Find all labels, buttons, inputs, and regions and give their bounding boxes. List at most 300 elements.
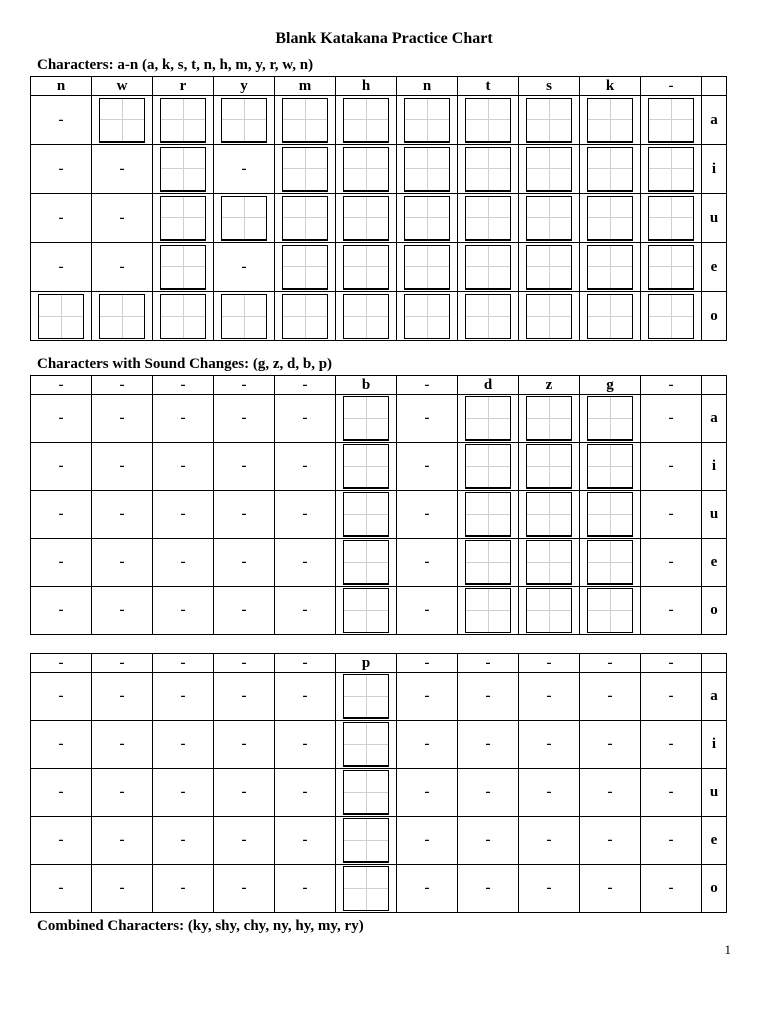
empty-cell: - bbox=[275, 539, 336, 587]
empty-cell: - bbox=[92, 194, 153, 243]
table-row bbox=[31, 145, 727, 194]
empty-cell: - bbox=[214, 817, 275, 865]
empty-cell: - bbox=[92, 491, 153, 539]
empty-cell: - bbox=[31, 673, 92, 721]
empty-cell: - bbox=[214, 865, 275, 913]
practice-box[interactable] bbox=[587, 444, 633, 489]
practice-box[interactable] bbox=[343, 866, 389, 911]
practice-box[interactable] bbox=[221, 196, 267, 241]
practice-box[interactable] bbox=[526, 98, 572, 143]
practice-box[interactable] bbox=[343, 674, 389, 719]
practice-cell bbox=[580, 194, 641, 243]
practice-cell bbox=[519, 443, 580, 491]
empty-cell: - bbox=[92, 587, 153, 635]
practice-cell bbox=[458, 539, 519, 587]
empty-cell: - bbox=[153, 673, 214, 721]
practice-cell bbox=[336, 243, 397, 292]
practice-cell bbox=[519, 145, 580, 194]
practice-cell bbox=[519, 491, 580, 539]
column-header: b bbox=[336, 376, 397, 395]
practice-box[interactable] bbox=[160, 294, 206, 339]
empty-cell: - bbox=[519, 769, 580, 817]
empty-cell: - bbox=[519, 721, 580, 769]
empty-cell: - bbox=[153, 865, 214, 913]
column-header: - bbox=[31, 654, 92, 673]
practice-cell bbox=[397, 194, 458, 243]
practice-cell bbox=[641, 194, 702, 243]
practice-box[interactable] bbox=[526, 396, 572, 441]
empty-cell: - bbox=[214, 395, 275, 443]
column-header: h bbox=[336, 77, 397, 96]
empty-cell: - bbox=[275, 587, 336, 635]
practice-box[interactable] bbox=[160, 98, 206, 143]
column-header: n bbox=[31, 77, 92, 96]
empty-cell: - bbox=[641, 721, 702, 769]
table-row bbox=[31, 865, 727, 913]
column-header: - bbox=[641, 654, 702, 673]
empty-cell: - bbox=[641, 673, 702, 721]
practice-cell bbox=[519, 243, 580, 292]
table-row bbox=[31, 292, 727, 341]
practice-cell bbox=[458, 292, 519, 341]
practice-cell bbox=[580, 395, 641, 443]
empty-cell: - bbox=[31, 865, 92, 913]
table-row bbox=[31, 587, 727, 635]
practice-box[interactable] bbox=[221, 294, 267, 339]
practice-cell bbox=[458, 395, 519, 443]
empty-cell: - bbox=[92, 145, 153, 194]
practice-box[interactable] bbox=[526, 245, 572, 290]
empty-cell: - bbox=[92, 817, 153, 865]
practice-box[interactable] bbox=[587, 540, 633, 585]
practice-cell bbox=[458, 243, 519, 292]
practice-cell bbox=[336, 865, 397, 913]
practice-box[interactable] bbox=[38, 294, 84, 339]
practice-box[interactable] bbox=[160, 147, 206, 192]
empty-cell: - bbox=[31, 587, 92, 635]
practice-cell bbox=[214, 194, 275, 243]
practice-cell bbox=[397, 243, 458, 292]
practice-cell bbox=[336, 539, 397, 587]
practice-cell bbox=[580, 539, 641, 587]
empty-cell: - bbox=[397, 443, 458, 491]
column-header: - bbox=[641, 376, 702, 395]
empty-cell: - bbox=[214, 539, 275, 587]
practice-cell bbox=[336, 194, 397, 243]
empty-cell: - bbox=[397, 769, 458, 817]
column-header: - bbox=[92, 376, 153, 395]
practice-box[interactable] bbox=[465, 147, 511, 192]
column-header: - bbox=[153, 376, 214, 395]
practice-box[interactable] bbox=[587, 492, 633, 537]
vowel-label: i bbox=[702, 721, 727, 769]
practice-cell bbox=[336, 145, 397, 194]
practice-box[interactable] bbox=[404, 196, 450, 241]
practice-box[interactable] bbox=[99, 294, 145, 339]
empty-cell: - bbox=[641, 865, 702, 913]
practice-box[interactable] bbox=[465, 444, 511, 489]
sound-changes-table bbox=[30, 375, 727, 635]
table-row bbox=[31, 395, 727, 443]
empty-cell: - bbox=[397, 673, 458, 721]
empty-cell: - bbox=[31, 243, 92, 292]
practice-box[interactable] bbox=[648, 98, 694, 143]
empty-cell: - bbox=[214, 721, 275, 769]
practice-box[interactable] bbox=[343, 492, 389, 537]
practice-box[interactable] bbox=[343, 770, 389, 815]
empty-cell: - bbox=[92, 721, 153, 769]
practice-box[interactable] bbox=[587, 196, 633, 241]
practice-cell bbox=[336, 721, 397, 769]
empty-cell: - bbox=[580, 817, 641, 865]
practice-box[interactable] bbox=[282, 147, 328, 192]
vowel-label: o bbox=[702, 865, 727, 913]
table-row bbox=[31, 721, 727, 769]
empty-cell: - bbox=[214, 243, 275, 292]
practice-cell bbox=[275, 194, 336, 243]
column-header bbox=[702, 654, 727, 673]
empty-cell: - bbox=[31, 395, 92, 443]
empty-cell: - bbox=[92, 769, 153, 817]
practice-cell bbox=[397, 96, 458, 145]
practice-cell bbox=[336, 395, 397, 443]
practice-cell bbox=[519, 96, 580, 145]
empty-cell: - bbox=[641, 539, 702, 587]
practice-cell bbox=[336, 292, 397, 341]
empty-cell: - bbox=[214, 443, 275, 491]
practice-cell bbox=[275, 145, 336, 194]
practice-box[interactable] bbox=[465, 396, 511, 441]
practice-cell bbox=[580, 243, 641, 292]
column-header bbox=[702, 376, 727, 395]
vowel-label: o bbox=[702, 292, 727, 341]
empty-cell: - bbox=[92, 539, 153, 587]
practice-box[interactable] bbox=[526, 196, 572, 241]
empty-cell: - bbox=[31, 721, 92, 769]
practice-cell bbox=[336, 96, 397, 145]
practice-box[interactable] bbox=[282, 294, 328, 339]
empty-cell: - bbox=[31, 194, 92, 243]
column-header: - bbox=[397, 376, 458, 395]
column-header: k bbox=[580, 77, 641, 96]
vowel-label: u bbox=[702, 491, 727, 539]
practice-box[interactable] bbox=[526, 147, 572, 192]
practice-box[interactable] bbox=[587, 245, 633, 290]
practice-box[interactable] bbox=[465, 540, 511, 585]
empty-cell: - bbox=[153, 539, 214, 587]
section2-title: Characters with Sound Changes: (g, z, d, b, p) bbox=[37, 356, 333, 372]
empty-cell: - bbox=[519, 865, 580, 913]
column-header: - bbox=[275, 376, 336, 395]
empty-cell: - bbox=[641, 491, 702, 539]
practice-cell bbox=[92, 292, 153, 341]
empty-cell: - bbox=[214, 587, 275, 635]
practice-cell bbox=[458, 443, 519, 491]
practice-cell bbox=[458, 96, 519, 145]
practice-box[interactable] bbox=[526, 444, 572, 489]
empty-cell: - bbox=[641, 395, 702, 443]
empty-cell: - bbox=[275, 395, 336, 443]
practice-box[interactable] bbox=[343, 396, 389, 441]
practice-box[interactable] bbox=[587, 294, 633, 339]
practice-cell bbox=[458, 491, 519, 539]
empty-cell: - bbox=[641, 769, 702, 817]
vowel-label: e bbox=[702, 539, 727, 587]
empty-cell: - bbox=[153, 721, 214, 769]
vowel-label: i bbox=[702, 443, 727, 491]
empty-cell: - bbox=[31, 769, 92, 817]
empty-cell: - bbox=[275, 865, 336, 913]
vowel-label: u bbox=[702, 194, 727, 243]
practice-cell bbox=[214, 292, 275, 341]
practice-box[interactable] bbox=[465, 245, 511, 290]
empty-cell: - bbox=[397, 539, 458, 587]
practice-cell bbox=[458, 194, 519, 243]
empty-cell: - bbox=[397, 721, 458, 769]
practice-cell bbox=[519, 292, 580, 341]
practice-box[interactable] bbox=[648, 245, 694, 290]
column-header: s bbox=[519, 77, 580, 96]
empty-cell: - bbox=[397, 817, 458, 865]
practice-box[interactable] bbox=[343, 98, 389, 143]
empty-cell: - bbox=[153, 587, 214, 635]
column-header: t bbox=[458, 77, 519, 96]
empty-cell: - bbox=[275, 817, 336, 865]
practice-box[interactable] bbox=[160, 196, 206, 241]
vowel-label: u bbox=[702, 769, 727, 817]
section4-title: Combined Characters: (ky, shy, chy, ny, hy, my, ry) bbox=[37, 918, 364, 934]
practice-cell bbox=[641, 145, 702, 194]
practice-box[interactable] bbox=[587, 588, 633, 633]
p-sound-table bbox=[30, 653, 727, 913]
empty-cell: - bbox=[31, 443, 92, 491]
column-header: y bbox=[214, 77, 275, 96]
practice-box[interactable] bbox=[587, 147, 633, 192]
practice-box[interactable] bbox=[343, 196, 389, 241]
practice-cell bbox=[336, 673, 397, 721]
empty-cell: - bbox=[519, 817, 580, 865]
practice-box[interactable] bbox=[343, 245, 389, 290]
practice-box[interactable] bbox=[526, 540, 572, 585]
practice-cell bbox=[31, 292, 92, 341]
empty-cell: - bbox=[92, 243, 153, 292]
empty-cell: - bbox=[641, 443, 702, 491]
practice-cell bbox=[153, 243, 214, 292]
empty-cell: - bbox=[153, 395, 214, 443]
column-header: - bbox=[214, 654, 275, 673]
practice-box[interactable] bbox=[465, 196, 511, 241]
table-row bbox=[31, 243, 727, 292]
practice-box[interactable] bbox=[160, 245, 206, 290]
empty-cell: - bbox=[458, 769, 519, 817]
column-header: n bbox=[397, 77, 458, 96]
practice-box[interactable] bbox=[587, 396, 633, 441]
column-header: z bbox=[519, 376, 580, 395]
practice-box[interactable] bbox=[587, 98, 633, 143]
practice-box[interactable] bbox=[465, 588, 511, 633]
table-row bbox=[31, 673, 727, 721]
vowel-label: o bbox=[702, 587, 727, 635]
page-title: Blank Katakana Practice Chart bbox=[275, 30, 493, 47]
empty-cell: - bbox=[275, 491, 336, 539]
empty-cell: - bbox=[275, 721, 336, 769]
practice-box[interactable] bbox=[99, 98, 145, 143]
empty-cell: - bbox=[458, 673, 519, 721]
column-header: - bbox=[397, 654, 458, 673]
empty-cell: - bbox=[397, 491, 458, 539]
practice-box[interactable] bbox=[404, 98, 450, 143]
practice-box[interactable] bbox=[282, 245, 328, 290]
practice-box[interactable] bbox=[343, 588, 389, 633]
empty-cell: - bbox=[214, 145, 275, 194]
table-row bbox=[31, 443, 727, 491]
practice-box[interactable] bbox=[282, 196, 328, 241]
practice-cell bbox=[519, 587, 580, 635]
empty-cell: - bbox=[458, 865, 519, 913]
practice-cell bbox=[275, 243, 336, 292]
practice-cell bbox=[580, 491, 641, 539]
column-header bbox=[702, 77, 727, 96]
practice-box[interactable] bbox=[648, 147, 694, 192]
empty-cell: - bbox=[31, 539, 92, 587]
empty-cell: - bbox=[92, 673, 153, 721]
practice-cell bbox=[397, 292, 458, 341]
empty-cell: - bbox=[153, 443, 214, 491]
practice-cell bbox=[153, 145, 214, 194]
empty-cell: - bbox=[153, 491, 214, 539]
vowel-label: a bbox=[702, 96, 727, 145]
practice-cell bbox=[92, 96, 153, 145]
empty-cell: - bbox=[397, 395, 458, 443]
practice-box[interactable] bbox=[343, 818, 389, 863]
empty-cell: - bbox=[31, 817, 92, 865]
practice-cell bbox=[641, 243, 702, 292]
vowel-label: i bbox=[702, 145, 727, 194]
practice-box[interactable] bbox=[648, 294, 694, 339]
empty-cell: - bbox=[458, 817, 519, 865]
empty-cell: - bbox=[31, 96, 92, 145]
table-row bbox=[31, 96, 727, 145]
empty-cell: - bbox=[580, 673, 641, 721]
empty-cell: - bbox=[31, 491, 92, 539]
practice-cell bbox=[580, 145, 641, 194]
column-header: m bbox=[275, 77, 336, 96]
practice-box[interactable] bbox=[465, 492, 511, 537]
empty-cell: - bbox=[580, 769, 641, 817]
empty-cell: - bbox=[519, 673, 580, 721]
empty-cell: - bbox=[580, 721, 641, 769]
column-header: r bbox=[153, 77, 214, 96]
empty-cell: - bbox=[275, 769, 336, 817]
practice-box[interactable] bbox=[221, 98, 267, 143]
section1-title: Characters: a-n (a, k, s, t, n, h, m, y, r, w, n) bbox=[37, 57, 314, 73]
practice-box[interactable] bbox=[343, 444, 389, 489]
practice-box[interactable] bbox=[648, 196, 694, 241]
practice-cell bbox=[519, 194, 580, 243]
basic-characters-table bbox=[30, 76, 727, 341]
empty-cell: - bbox=[397, 865, 458, 913]
empty-cell: - bbox=[214, 491, 275, 539]
column-header: - bbox=[580, 654, 641, 673]
practice-box[interactable] bbox=[404, 147, 450, 192]
empty-cell: - bbox=[92, 865, 153, 913]
practice-cell bbox=[580, 587, 641, 635]
practice-cell bbox=[153, 292, 214, 341]
practice-cell bbox=[641, 96, 702, 145]
practice-cell bbox=[336, 587, 397, 635]
practice-box[interactable] bbox=[343, 540, 389, 585]
practice-cell bbox=[153, 96, 214, 145]
vowel-label: e bbox=[702, 243, 727, 292]
column-header: - bbox=[31, 376, 92, 395]
empty-cell: - bbox=[92, 443, 153, 491]
column-header: - bbox=[275, 654, 336, 673]
empty-cell: - bbox=[153, 769, 214, 817]
practice-box[interactable] bbox=[282, 98, 328, 143]
empty-cell: - bbox=[580, 865, 641, 913]
practice-box[interactable] bbox=[343, 722, 389, 767]
column-header: g bbox=[580, 376, 641, 395]
column-header: - bbox=[641, 77, 702, 96]
practice-box[interactable] bbox=[343, 294, 389, 339]
table-row bbox=[31, 194, 727, 243]
practice-box[interactable] bbox=[343, 147, 389, 192]
empty-cell: - bbox=[458, 721, 519, 769]
vowel-label: e bbox=[702, 817, 727, 865]
practice-cell bbox=[519, 539, 580, 587]
empty-cell: - bbox=[153, 817, 214, 865]
practice-cell bbox=[641, 292, 702, 341]
practice-box[interactable] bbox=[526, 588, 572, 633]
column-header: w bbox=[92, 77, 153, 96]
practice-cell bbox=[458, 145, 519, 194]
practice-cell bbox=[275, 96, 336, 145]
practice-cell bbox=[580, 96, 641, 145]
practice-box[interactable] bbox=[526, 492, 572, 537]
empty-cell: - bbox=[92, 395, 153, 443]
practice-cell bbox=[336, 817, 397, 865]
column-header: - bbox=[153, 654, 214, 673]
vowel-label: a bbox=[702, 395, 727, 443]
empty-cell: - bbox=[641, 817, 702, 865]
practice-box[interactable] bbox=[465, 98, 511, 143]
table-row bbox=[31, 817, 727, 865]
empty-cell: - bbox=[214, 673, 275, 721]
table-row bbox=[31, 539, 727, 587]
column-header: - bbox=[214, 376, 275, 395]
practice-cell bbox=[336, 443, 397, 491]
practice-box[interactable] bbox=[465, 294, 511, 339]
practice-cell bbox=[214, 96, 275, 145]
column-header: - bbox=[92, 654, 153, 673]
column-header: - bbox=[519, 654, 580, 673]
practice-cell bbox=[336, 491, 397, 539]
empty-cell: - bbox=[214, 769, 275, 817]
practice-box[interactable] bbox=[404, 245, 450, 290]
practice-cell bbox=[580, 443, 641, 491]
practice-cell bbox=[458, 587, 519, 635]
empty-cell: - bbox=[31, 145, 92, 194]
practice-box[interactable] bbox=[526, 294, 572, 339]
practice-cell bbox=[336, 769, 397, 817]
empty-cell: - bbox=[641, 587, 702, 635]
practice-box[interactable] bbox=[404, 294, 450, 339]
page-number: 1 bbox=[724, 942, 731, 957]
practice-cell bbox=[275, 292, 336, 341]
practice-cell bbox=[519, 395, 580, 443]
vowel-label: a bbox=[702, 673, 727, 721]
column-header: p bbox=[336, 654, 397, 673]
